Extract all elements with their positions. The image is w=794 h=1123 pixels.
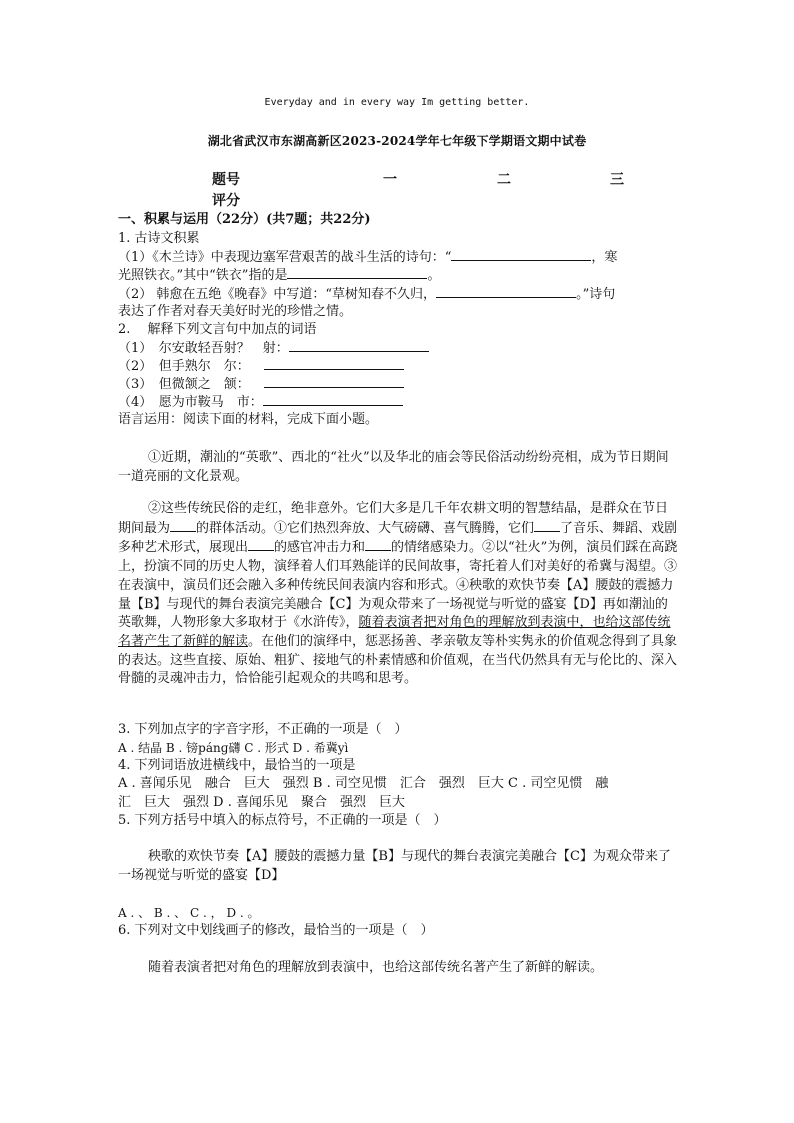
passage-text: 了音乐、舞蹈、戏剧多种艺术形式，展现出 — [118, 520, 678, 556]
question-1-2-text: （2） 韩愈在五绝《晚春》中写道：“草树知春不久归， — [118, 287, 437, 302]
question-1-1-text: （1）《木兰诗》中表现边塞军营艰苦的战斗生活的诗句：“ — [118, 250, 452, 265]
passage-paragraph-2 — [118, 500, 678, 689]
passage-text: ②这些传统民俗的走红，绝非意外。它们大多是几千年农耕文明的智慧结晶，是群众在节日期间最为 — [118, 501, 669, 536]
question-1-1-text-2: 光照铁衣。”其中“铁衣”指的是 — [118, 268, 288, 283]
question-4-options-line-2: 汇 巨大 强烈 D . 喜闻乐见 聚合 强烈 巨大 — [118, 795, 405, 810]
answer-blank[interactable] — [451, 248, 591, 261]
question-3-options: A . 结晶 B . 镑pánɡ礴 C . 形式 D . 希冀yì — [118, 741, 349, 755]
question-1-1-text-end: 。 — [427, 268, 441, 283]
question-2-1-text: （1） 尔安敢轻吾射？ 射： — [118, 341, 289, 356]
passage-paragraph-1: ①近期，潮汕的“英歌”、西北的“社火”以及华北的庙会等民俗活动纷纷亮相，成为节日期间一道亮丽的文化景观。 — [118, 450, 669, 484]
score-table-label-score: 评分 — [212, 193, 240, 209]
passage-blank[interactable] — [248, 538, 274, 551]
language-use-intro: 语言运用：阅读下面的材料，完成下面小题。 — [118, 412, 379, 427]
passage-text: 的群体活动。①它们热烈奔放、大气磅礴、喜气腾腾，它们 — [196, 520, 535, 536]
question-5-options: A . 、 B . 、 C . ， D . 。 — [118, 906, 260, 920]
answer-blank[interactable] — [264, 375, 404, 388]
passage-text: 的情绪感染力。②以“社火”为例，演员们踩在高跷上，扮演不同的历史人物，演绎着人们耳熟能详的民间故事，寄托着人们对美好的希冀与渴望。③在表演中，演员们还会融入多种传统民间表演内容和形式。④秧歌的欢快节奏【A】腰鼓的震撼力量【B】与现代的舞台表演完美融合【C】为观众带来了一场视觉与听觉的盛宴【D】再如潮汕的英歌舞，人物形象大多取材于《水浒传》， — [118, 540, 678, 631]
question-6: 6. 下列对文中划线画子的修改，最恰当的一项是（ ） — [118, 923, 434, 938]
question-4-options-line-1: A . 喜闻乐见 融合 巨大 强烈 B . 司空见惯 汇合 强烈 巨大 C . 司空见惯 融 — [118, 776, 609, 791]
page-motto: Everyday and in every way Im getting better. — [264, 97, 530, 108]
question-2-title: 2. 解释下列文言句中加点的词语 — [118, 322, 317, 337]
score-table-col-1: 一 — [383, 172, 397, 188]
passage-blank[interactable] — [170, 519, 196, 532]
passage-text: 。在他们的演绎中，惩恶扬善、孝亲敬友等朴实隽永的价值观念得到了具象的表达。这些直接、原始、粗犷、接地气的朴素情感和价值观，在当代仍然具有无与伦比的、深入骨髓的灵魂冲击力，恰恰能引起观众的共鸣和思考。 — [118, 633, 678, 687]
answer-blank[interactable] — [436, 285, 576, 298]
question-2-3-text: （3） 但微颔之 颔： — [118, 377, 250, 392]
passage-blank[interactable] — [534, 519, 560, 532]
question-4: 4. 下列词语放进横线中，最恰当的一项是 — [118, 758, 356, 773]
score-table-col-3: 三 — [610, 172, 624, 188]
answer-blank[interactable] — [264, 357, 404, 370]
passage-blank[interactable] — [365, 538, 391, 551]
question-3: 3. 下列加点字的字音字形，不正确的一项是（ ） — [118, 722, 408, 737]
answer-blank[interactable] — [287, 266, 427, 279]
question-2-4 — [118, 393, 403, 412]
underlined-sentence: 随着表演者把对角色的理解放到表演中，也给这部传统名著产生了新鲜的解读 — [118, 615, 671, 649]
passage-text: 的感官冲击力和 — [274, 540, 366, 556]
question-1-1-line-2 — [118, 266, 440, 285]
question-6-quote: 随着表演者把对角色的理解放到表演中，也给这部传统名著产生了新鲜的解读。 — [148, 960, 604, 975]
score-table-label-number: 题号 — [212, 172, 240, 188]
question-1-2-line-2: 表达了作者对春天美好时光的珍惜之情。 — [118, 304, 353, 319]
section-heading: 一、积累与运用（22分）(共7题；共22分) — [118, 212, 371, 227]
question-2-4-text: （4） 愿为市鞍马 市： — [118, 395, 263, 410]
question-2-1 — [118, 339, 429, 358]
question-5-quote: 秧歌的欢快节奏【A】腰鼓的震撼力量【B】与现代的舞台表演完美融合【C】为观众带来了一场视觉与听觉的盛宴【D】 — [118, 849, 671, 883]
question-2-3 — [118, 375, 404, 394]
score-table-col-2: 二 — [497, 172, 511, 188]
answer-blank[interactable] — [263, 393, 403, 406]
exam-title: 湖北省武汉市东湖高新区2023-2024学年七年级下学期语文期中试卷 — [207, 134, 587, 148]
question-1-2-line-1 — [118, 285, 615, 304]
answer-blank[interactable] — [289, 339, 429, 352]
question-1-2-text-tail: 。”诗句 — [576, 287, 616, 302]
question-1-1-line-1 — [118, 248, 617, 267]
question-5: 5. 下列方括号中填入的标点符号，不正确的一项是（ ） — [118, 813, 447, 828]
question-1-1-text-tail: ，寒 — [591, 250, 618, 265]
question-2-2 — [118, 357, 404, 376]
question-2-2-text: （2） 但手熟尔 尔： — [118, 359, 250, 374]
question-1-title: 1. 古诗文积累 — [118, 231, 200, 246]
